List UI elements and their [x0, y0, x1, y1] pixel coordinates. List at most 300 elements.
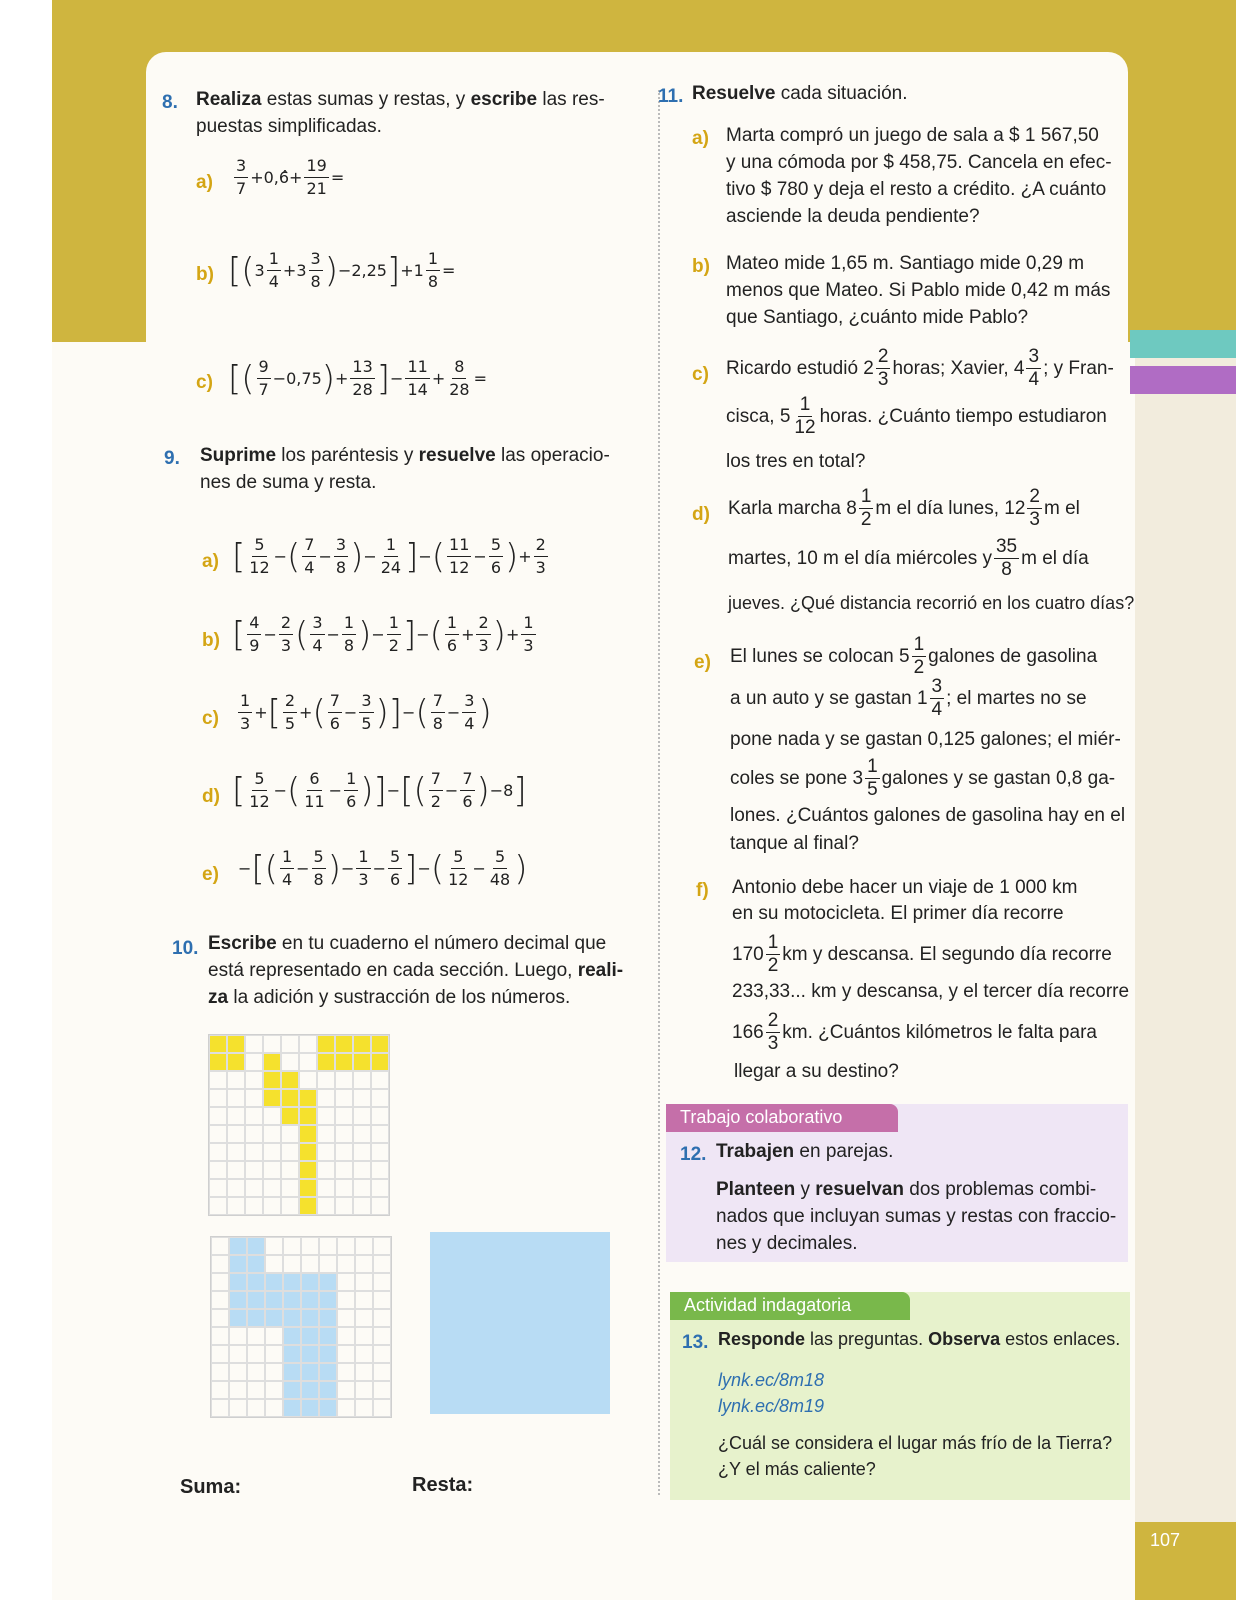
- q9-instructions: [200, 442, 630, 496]
- grid-cell: [247, 1363, 265, 1381]
- grid-cell: [283, 1291, 301, 1309]
- q8-t1: estas sumas y restas, y: [261, 89, 471, 110]
- grid-cell: [245, 1035, 263, 1053]
- q11-e-t2: galones de gasolina: [928, 645, 1098, 667]
- q8-c-expression: [( $\frac{9}{7}$ −0,75 ) + $\frac{13}{28}$ ] − $\frac{11}{14}$ + $\frac{8}{28}$ =: [228, 357, 487, 399]
- q12-line3: nes y decimales.: [716, 1233, 858, 1254]
- q8-a-letter: a): [196, 172, 213, 193]
- grid-cell: [319, 1399, 337, 1417]
- q12-verb2: resuelvan: [815, 1179, 904, 1200]
- q11-a-line: tivo $ 780 y deja el resto a crédito. ¿A cuánto: [726, 179, 1107, 200]
- q13-number: 13.: [682, 1332, 709, 1353]
- grid-cell: [373, 1381, 391, 1399]
- section-tab-teal: [1130, 330, 1236, 358]
- grid-cell: [353, 1161, 371, 1179]
- grid-cell: [209, 1053, 227, 1071]
- grid-cell: [337, 1309, 355, 1327]
- q11-d-t2: m el día lunes, 12: [875, 497, 1026, 519]
- grid-cell: [355, 1345, 373, 1363]
- grid-cell: [319, 1291, 337, 1309]
- grid-cell: [355, 1273, 373, 1291]
- grid-cell: [283, 1273, 301, 1291]
- q11-c-t5: horas. ¿Cuánto tiempo estudiaron: [819, 405, 1107, 427]
- grid-cell: [281, 1125, 299, 1143]
- grid-cell: [263, 1089, 281, 1107]
- q11-d-line1: Karla marcha 8 $\frac{1}{2}$ m el día lunes, 12 $\frac{2}{3}$ m el: [728, 486, 1080, 530]
- grid-cell: [209, 1161, 227, 1179]
- q11-e-line3: pone nada y se gastan 0,125 galones; el miér-: [730, 729, 1121, 750]
- grid-cell: [335, 1071, 353, 1089]
- grid-cell: [337, 1291, 355, 1309]
- grid-cell: [371, 1197, 389, 1215]
- grid-cell: [319, 1345, 337, 1363]
- grid-cell: [335, 1107, 353, 1125]
- q8-t2: las res-: [537, 89, 605, 110]
- q11-d-t3: m el: [1043, 497, 1080, 519]
- q11-e-line6: tanque al final?: [730, 833, 859, 854]
- q11-b-letter: b): [692, 256, 710, 277]
- grid-cell: [373, 1237, 391, 1255]
- q11-title: [692, 80, 907, 107]
- q12-text: [716, 1176, 1126, 1257]
- grid-cell: [229, 1309, 247, 1327]
- grid-cell: [281, 1179, 299, 1197]
- grid-cell: [299, 1053, 317, 1071]
- grid-cell: [283, 1237, 301, 1255]
- grid-cell: [229, 1345, 247, 1363]
- grid-cell: [319, 1327, 337, 1345]
- grid-cell: [335, 1089, 353, 1107]
- grid-cell: [229, 1237, 247, 1255]
- grid-cell: [353, 1089, 371, 1107]
- grid-cell: [263, 1143, 281, 1161]
- grid-cell: [227, 1071, 245, 1089]
- q9-verb2: resuelve: [418, 445, 496, 466]
- q8-line2: puestas simplificadas.: [196, 116, 382, 137]
- grid-cell: [283, 1399, 301, 1417]
- grid-cell: [265, 1381, 283, 1399]
- q9-b-letter: b): [202, 630, 220, 651]
- q11-a-line: y una cómoda por $ 458,75. Cancela en efec-: [726, 152, 1112, 173]
- grid-cell: [209, 1107, 227, 1125]
- grid-cell: [283, 1381, 301, 1399]
- grid-cell: [301, 1345, 319, 1363]
- grid-cell: [355, 1291, 373, 1309]
- q11-f-line3: 170 $\frac{1}{2}$ km y descansa. El segundo día recorre: [732, 932, 1112, 976]
- q11-e-t3: a un auto y se gastan 1: [730, 687, 928, 709]
- grid-cell: [353, 1143, 371, 1161]
- grid-cell: [211, 1345, 229, 1363]
- grid-cell: [317, 1053, 335, 1071]
- q12-title-text: en parejas.: [794, 1141, 894, 1162]
- grid-cell: [355, 1363, 373, 1381]
- grid-cell: [211, 1327, 229, 1345]
- q11-b-line: Mateo mide 1,65 m. Santiago mide 0,29 m: [726, 253, 1085, 274]
- q11-b-line: que Santiago, ¿cuánto mide Pablo?: [726, 307, 1029, 328]
- q11-number: 11.: [658, 86, 684, 107]
- grid-cell: [301, 1399, 319, 1417]
- grid-cell: [355, 1309, 373, 1327]
- grid-cell: [245, 1125, 263, 1143]
- q11-title-text: cada situación.: [775, 83, 908, 104]
- grid-cell: [229, 1327, 247, 1345]
- grid-cell: [263, 1125, 281, 1143]
- q13-verb2: Observa: [928, 1329, 1001, 1349]
- q10-t3: la adición y sustracción de los números.: [228, 987, 571, 1008]
- grid-cell: [373, 1291, 391, 1309]
- grid-cell: [229, 1255, 247, 1273]
- grid-cell: [337, 1381, 355, 1399]
- grid-cell: [371, 1071, 389, 1089]
- grid-cell: [281, 1053, 299, 1071]
- grid-cell: [301, 1291, 319, 1309]
- q11-f-t3: 166: [732, 1021, 764, 1043]
- q11-c-t3: ; y Fran-: [1043, 357, 1114, 379]
- q9-c-letter: c): [202, 708, 219, 729]
- grid-cell: [299, 1107, 317, 1125]
- grid-cell: [227, 1179, 245, 1197]
- column-divider: [658, 90, 660, 1495]
- grid-cell: [299, 1035, 317, 1053]
- grid-cell: [337, 1255, 355, 1273]
- grid-cell: [227, 1107, 245, 1125]
- grid-cell: [299, 1143, 317, 1161]
- grid-cell: [245, 1197, 263, 1215]
- grid-cell: [283, 1255, 301, 1273]
- grid-cell: [299, 1071, 317, 1089]
- grid-cell: [227, 1197, 245, 1215]
- grid-cell: [263, 1053, 281, 1071]
- q10-verb1: Escribe: [208, 933, 277, 954]
- grid-cell: [211, 1255, 229, 1273]
- grid-cell: [263, 1161, 281, 1179]
- grid-cell: [299, 1197, 317, 1215]
- grid-cell: [281, 1197, 299, 1215]
- grid-cell: [373, 1309, 391, 1327]
- grid-cell: [245, 1071, 263, 1089]
- grid-cell: [317, 1089, 335, 1107]
- q11-f-line4: 233,33... km y descansa, y el tercer día recorre: [732, 981, 1130, 1002]
- section-tab-purple: [1130, 366, 1236, 394]
- q8-b-expression: [( 3 $\frac{1}{4}$ +3 $\frac{3}{8}$ ) −2,25 ] +1 $\frac{1}{8}$ =: [228, 249, 456, 291]
- inquiry-tab: Actividad indagatoria: [670, 1292, 910, 1320]
- grid-cell: [353, 1071, 371, 1089]
- grid-cell: [373, 1345, 391, 1363]
- grid-cell: [209, 1179, 227, 1197]
- q9-c-expression: $\frac{1}{3}$ + [ $\frac{2}{5}$ + ( $\frac{7}{6}$ − $\frac{3}{5}$ )] − ( $\frac{7}{8}$ − $\frac{3}{4}$ ): [240, 691, 492, 733]
- grid-cell: [281, 1107, 299, 1125]
- link-8m18[interactable]: lynk.ec/8m18: [718, 1370, 825, 1390]
- grid-cell: [319, 1363, 337, 1381]
- q11-e-t4: ; el martes no se: [946, 687, 1087, 709]
- grid-cell: [355, 1327, 373, 1345]
- grid-cell: [335, 1197, 353, 1215]
- page-number: 107: [1150, 1530, 1181, 1550]
- grid-cell: [247, 1345, 265, 1363]
- grid-cell: [317, 1143, 335, 1161]
- grid-cell: [211, 1309, 229, 1327]
- grid-cell: [283, 1363, 301, 1381]
- grid-cell: [265, 1399, 283, 1417]
- grid-cell: [281, 1035, 299, 1053]
- grid-cell: [317, 1107, 335, 1125]
- grid-cell: [209, 1197, 227, 1215]
- grid-cell: [373, 1363, 391, 1381]
- grid-cell: [245, 1107, 263, 1125]
- q8-instructions: [196, 86, 626, 140]
- difference-label: Resta:: [412, 1474, 474, 1496]
- grid-cell: [373, 1273, 391, 1291]
- grid-cell: [209, 1125, 227, 1143]
- q10-t1: en tu cuaderno el número decimal que: [276, 933, 607, 954]
- grid-cell: [371, 1161, 389, 1179]
- grid-cell: [247, 1291, 265, 1309]
- q11-d-t4: martes, 10 m el día miércoles y: [728, 547, 992, 569]
- q13-verb1: Responde: [718, 1329, 806, 1349]
- q13-t2: estos enlaces.: [1000, 1329, 1121, 1349]
- grid-cell: [281, 1143, 299, 1161]
- grid-cell: [371, 1179, 389, 1197]
- q11-e-line2: a un auto y se gastan 1 $\frac{3}{4}$ ; el martes no se: [730, 676, 1087, 720]
- q11-c-letter: c): [692, 364, 709, 385]
- grid-cell: [373, 1399, 391, 1417]
- grid-cell: [355, 1399, 373, 1417]
- grid-cell: [373, 1327, 391, 1345]
- q11-d-line2: martes, 10 m el día miércoles y $\frac{35}{8}$ m el día: [728, 536, 1089, 580]
- collaborative-tab: Trabajo colaborativo: [666, 1104, 898, 1132]
- grid-cell: [301, 1255, 319, 1273]
- q11-e-letter: e): [694, 652, 711, 673]
- grid-cell: [227, 1053, 245, 1071]
- q11-b-line: menos que Mateo. Si Pablo mide 0,42 m más: [726, 280, 1111, 301]
- grid-cell: [301, 1237, 319, 1255]
- side-band: [1135, 342, 1236, 1600]
- q11-f-line6: llegar a su destino?: [734, 1061, 899, 1082]
- q10-verb3: za: [208, 987, 229, 1008]
- q9-d-letter: d): [202, 786, 220, 807]
- grid-cell: [319, 1237, 337, 1255]
- q11-e-line4: coles se pone 3 $\frac{1}{5}$ galones y se gastan 0,8 ga-: [730, 756, 1116, 800]
- grid-cell: [263, 1071, 281, 1089]
- q9-t1: los paréntesis y: [276, 445, 419, 466]
- grid-cell: [337, 1327, 355, 1345]
- yellow-decimal-grid: [208, 1034, 390, 1216]
- page-margin: [0, 0, 52, 1600]
- q12-line2: nados que incluyan sumas y restas con fraccio-: [716, 1206, 1117, 1227]
- q12-verb1: Planteen: [716, 1179, 796, 1200]
- q9-e-letter: e): [202, 864, 219, 885]
- q8-verb1: Realiza: [196, 89, 262, 110]
- q12-t1: y: [795, 1179, 816, 1200]
- q10-verb2: reali-: [577, 960, 624, 981]
- blue-full-square: [430, 1232, 610, 1414]
- grid-cell: [245, 1161, 263, 1179]
- grid-cell: [355, 1237, 373, 1255]
- q12-number: 12.: [680, 1144, 707, 1165]
- grid-cell: [353, 1125, 371, 1143]
- grid-cell: [319, 1273, 337, 1291]
- grid-cell: [353, 1107, 371, 1125]
- q9-e-expression: − [( $\frac{1}{4}$ − $\frac{5}{8}$ ) − $\frac{1}{3}$ − $\frac{5}{6}$ ] − ( $\frac{5}{12}$ − $\frac{5}{48}$ ): [238, 847, 528, 889]
- grid-cell: [337, 1273, 355, 1291]
- grid-cell: [211, 1291, 229, 1309]
- grid-cell: [337, 1363, 355, 1381]
- grid-cell: [335, 1143, 353, 1161]
- grid-cell: [337, 1399, 355, 1417]
- sum-label: Suma:: [180, 1476, 242, 1498]
- q12-t2: dos problemas combi-: [904, 1179, 1097, 1200]
- q11-f-t1: 170: [732, 943, 764, 965]
- q11-f-letter: f): [696, 880, 709, 901]
- q11-b-text: [726, 250, 1126, 331]
- grid-cell: [211, 1237, 229, 1255]
- grid-cell: [317, 1035, 335, 1053]
- grid-cell: [227, 1125, 245, 1143]
- grid-cell: [319, 1381, 337, 1399]
- grid-cell: [283, 1345, 301, 1363]
- grid-cell: [353, 1053, 371, 1071]
- q9-d-expression: [ $\frac{5}{12}$ − ( $\frac{6}{11}$ − $\frac{1}{6}$ )] − [( $\frac{7}{2}$ − $\frac{7}{6}$ ) −8 ]: [232, 769, 527, 811]
- grid-cell: [247, 1309, 265, 1327]
- grid-cell: [209, 1035, 227, 1053]
- grid-cell: [247, 1327, 265, 1345]
- grid-cell: [371, 1053, 389, 1071]
- q10-t2: está representado en cada sección. Luego,: [208, 960, 578, 981]
- grid-cell: [337, 1345, 355, 1363]
- q11-e-line1: El lunes se colocan 5 $\frac{1}{2}$ galones de gasolina: [730, 634, 1098, 678]
- grid-cell: [317, 1125, 335, 1143]
- q13-question1: ¿Cuál se considera el lugar más frío de la Tierra?: [718, 1433, 1113, 1453]
- grid-cell: [209, 1071, 227, 1089]
- q11-c-t2: horas; Xavier, 4: [892, 357, 1025, 379]
- grid-cell: [319, 1255, 337, 1273]
- q11-c-line1: Ricardo estudió 2 $\frac{2}{3}$ horas; Xavier, 4 $\frac{3}{4}$ ; y Fran-: [726, 346, 1114, 390]
- grid-cell: [335, 1125, 353, 1143]
- grid-cell: [245, 1179, 263, 1197]
- grid-cell: [209, 1089, 227, 1107]
- q9-b-expression: [ $\frac{4}{9}$ − $\frac{2}{3}$ ( $\frac{3}{4}$ − $\frac{1}{8}$ ) − $\frac{1}{2}$ ] − ( $\frac{1}{6}$ + $\frac{2}{3}$ ) + $\frac{1}{3}$: [232, 613, 534, 655]
- q11-c-line2: cisca, 5 $\frac{1}{12}$ horas. ¿Cuánto tiempo estudiaron: [726, 394, 1107, 438]
- grid-cell: [229, 1273, 247, 1291]
- grid-cell: [299, 1179, 317, 1197]
- q12-verb: Trabajen: [716, 1141, 795, 1162]
- grid-cell: [281, 1089, 299, 1107]
- grid-cell: [265, 1237, 283, 1255]
- grid-cell: [283, 1327, 301, 1345]
- grid-cell: [353, 1197, 371, 1215]
- q12-title: [716, 1138, 893, 1165]
- grid-cell: [353, 1035, 371, 1053]
- grid-cell: [229, 1399, 247, 1417]
- q9-t2: las operacio-: [495, 445, 610, 466]
- grid-cell: [229, 1381, 247, 1399]
- grid-cell: [263, 1035, 281, 1053]
- grid-cell: [373, 1255, 391, 1273]
- blue-decimal-grid: [210, 1236, 392, 1418]
- grid-cell: [355, 1255, 373, 1273]
- grid-cell: [265, 1309, 283, 1327]
- q11-verb: Resuelve: [692, 83, 776, 104]
- q11-f-t2: km y descansa. El segundo día recorre: [782, 943, 1112, 965]
- grid-cell: [247, 1237, 265, 1255]
- grid-cell: [227, 1089, 245, 1107]
- grid-cell: [301, 1309, 319, 1327]
- grid-cell: [209, 1143, 227, 1161]
- q11-d-line3: jueves. ¿Qué distancia recorrió en los cuatro días?: [728, 593, 1135, 613]
- grid-cell: [263, 1107, 281, 1125]
- grid-cell: [265, 1273, 283, 1291]
- grid-cell: [281, 1161, 299, 1179]
- grid-cell: [299, 1161, 317, 1179]
- q10-number: 10.: [172, 938, 199, 959]
- q13-t1: las preguntas.: [805, 1329, 929, 1349]
- grid-cell: [247, 1399, 265, 1417]
- q8-a-expression: $\frac{3}{7}$ +0,6̂+ $\frac{19}{21}$ =: [236, 156, 345, 198]
- grid-cell: [247, 1255, 265, 1273]
- grid-cell: [265, 1327, 283, 1345]
- grid-cell: [335, 1053, 353, 1071]
- grid-cell: [281, 1071, 299, 1089]
- q11-d-t5: m el día: [1021, 547, 1089, 569]
- q9-a-expression: [ $\frac{5}{12}$ − ( $\frac{7}{4}$ − $\frac{3}{8}$ ) − $\frac{1}{24}$ ] − ( $\frac{11}{12}$ − $\frac{5}{6}$ ) + $\frac{2}{3}$: [232, 535, 546, 577]
- grid-cell: [263, 1179, 281, 1197]
- grid-cell: [245, 1089, 263, 1107]
- q13-title: [718, 1326, 1120, 1353]
- grid-cell: [229, 1291, 247, 1309]
- grid-cell: [335, 1161, 353, 1179]
- grid-cell: [211, 1399, 229, 1417]
- grid-cell: [211, 1381, 229, 1399]
- q13-question2: ¿Y el más caliente?: [718, 1459, 876, 1479]
- grid-cell: [371, 1125, 389, 1143]
- grid-cell: [353, 1179, 371, 1197]
- grid-cell: [283, 1309, 301, 1327]
- grid-cell: [247, 1273, 265, 1291]
- link-8m19[interactable]: lynk.ec/8m19: [718, 1396, 825, 1416]
- q11-d-t1: Karla marcha 8: [728, 497, 857, 519]
- q11-a-letter: a): [692, 128, 709, 149]
- q11-e-t6: galones y se gastan 0,8 ga-: [881, 767, 1116, 789]
- q11-a-line: asciende la deuda pendiente?: [726, 206, 980, 227]
- grid-cell: [301, 1273, 319, 1291]
- q8-c-letter: c): [196, 372, 213, 393]
- grid-cell: [317, 1179, 335, 1197]
- grid-cell: [211, 1273, 229, 1291]
- grid-cell: [317, 1197, 335, 1215]
- grid-cell: [247, 1381, 265, 1399]
- q11-e-t5: coles se pone 3: [730, 767, 864, 789]
- grid-cell: [263, 1197, 281, 1215]
- grid-cell: [229, 1363, 247, 1381]
- grid-cell: [245, 1143, 263, 1161]
- grid-cell: [317, 1071, 335, 1089]
- q11-c-t1: Ricardo estudió 2: [726, 357, 874, 379]
- q11-f-line5: 166 $\frac{2}{3}$ km. ¿Cuántos kilómetros le falta para: [732, 1010, 1097, 1054]
- grid-cell: [371, 1035, 389, 1053]
- q9-line2: nes de suma y resta.: [200, 472, 377, 493]
- grid-cell: [301, 1363, 319, 1381]
- q9-number: 9.: [164, 448, 180, 469]
- q10-instructions: [208, 930, 648, 1011]
- grid-cell: [227, 1035, 245, 1053]
- grid-cell: [265, 1255, 283, 1273]
- q11-c-t4: cisca, 5: [726, 405, 791, 427]
- q11-d-letter: d): [692, 504, 710, 525]
- grid-cell: [355, 1381, 373, 1399]
- grid-cell: [371, 1107, 389, 1125]
- grid-cell: [245, 1053, 263, 1071]
- q11-f-line2: en su motocicleta. El primer día recorre: [732, 903, 1064, 924]
